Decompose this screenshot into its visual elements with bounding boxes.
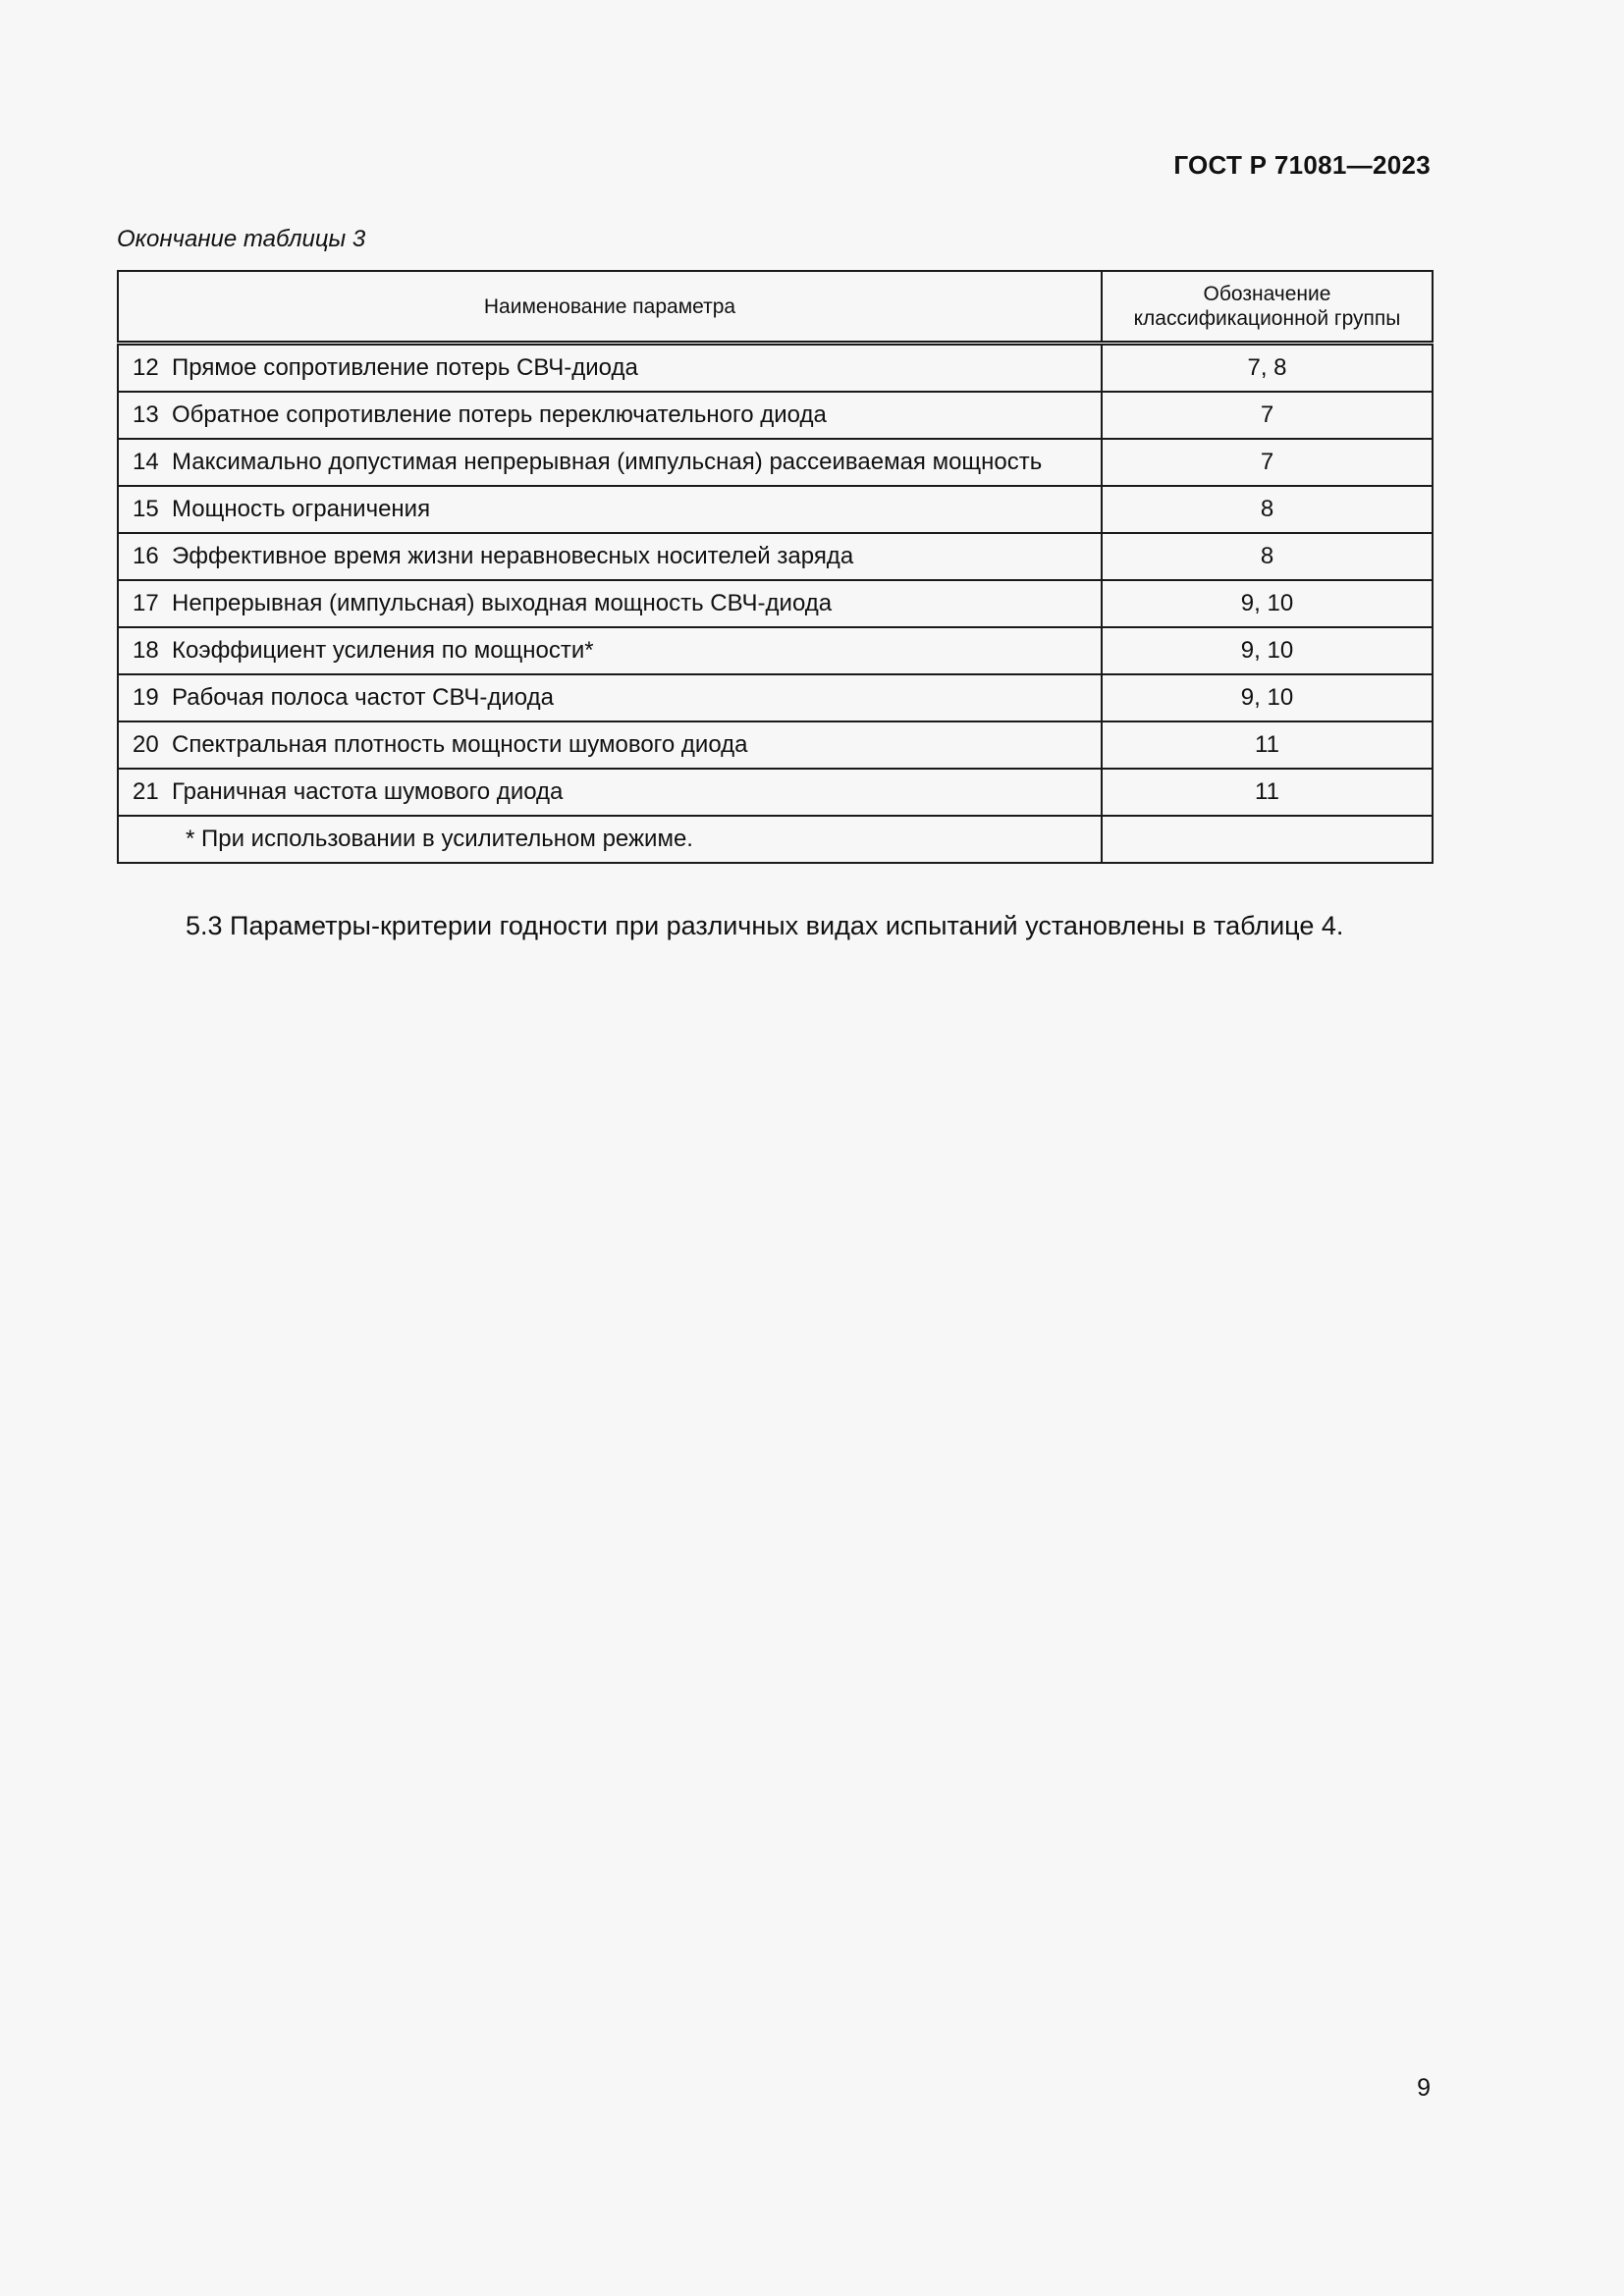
table-row — [118, 344, 1433, 393]
param-name: Обратное сопротивление потерь переключательного диода — [172, 401, 827, 428]
table-row — [118, 580, 1433, 627]
param-number: 19 — [133, 684, 159, 711]
param-number: 20 — [133, 731, 159, 758]
page-number: 9 — [1417, 2074, 1431, 2102]
column-header-name: Наименование параметра — [118, 271, 1102, 344]
param-number: 18 — [133, 637, 159, 664]
table-row — [118, 674, 1433, 721]
table-row — [118, 721, 1433, 769]
param-name: Непрерывная (импульсная) выходная мощность СВЧ-диода — [172, 590, 833, 616]
param-name-cell — [118, 344, 1102, 393]
param-name-cell — [118, 721, 1102, 769]
table-row — [118, 769, 1433, 816]
table-footnote-row — [118, 816, 1433, 863]
table-row — [118, 533, 1433, 580]
group-cell: 11 — [1102, 721, 1433, 769]
column-header-group-line2: классификационной группы — [1133, 307, 1401, 330]
param-name: Коэффициент усиления по мощности* — [172, 637, 594, 664]
table-row — [118, 486, 1433, 533]
param-name: Максимально допустимая непрерывная (импульсная) рассеиваемая мощность — [172, 449, 1043, 475]
table-row — [118, 392, 1433, 439]
param-name: Спектральная плотность мощности шумового диода — [172, 731, 748, 758]
group-cell: 9, 10 — [1102, 580, 1433, 627]
paragraph-5-3: 5.3 Параметры-критерии годности при различных видах испытаний установлены в таблице 4. — [186, 911, 1344, 940]
table-row — [118, 439, 1433, 486]
table-footnote: * При использовании в усилительном режиме. — [118, 816, 1102, 863]
group-cell: 9, 10 — [1102, 627, 1433, 674]
group-cell: 7 — [1102, 392, 1433, 439]
param-name-cell — [118, 580, 1102, 627]
param-number: 13 — [133, 401, 159, 428]
param-name-cell — [118, 769, 1102, 816]
column-header-group — [1102, 271, 1433, 344]
param-name: Граничная частота шумового диода — [172, 778, 564, 805]
table-header-row — [118, 271, 1433, 344]
param-number: 12 — [133, 354, 159, 381]
param-name-cell — [118, 486, 1102, 533]
group-cell: 11 — [1102, 769, 1433, 816]
column-header-group-line1: Обозначение — [1203, 283, 1331, 305]
param-name: Мощность ограничения — [172, 496, 431, 522]
parameters-table — [117, 270, 1434, 864]
param-name: Прямое сопротивление потерь СВЧ-диода — [172, 354, 638, 381]
group-cell: 7, 8 — [1102, 344, 1433, 393]
param-name-cell — [118, 533, 1102, 580]
param-name-cell — [118, 627, 1102, 674]
param-name-cell — [118, 674, 1102, 721]
param-name: Эффективное время жизни неравновесных носителей заряда — [172, 543, 854, 569]
param-name-cell — [118, 392, 1102, 439]
param-name: Рабочая полоса частот СВЧ-диода — [172, 684, 554, 711]
group-cell: 7 — [1102, 439, 1433, 486]
table-row — [118, 627, 1433, 674]
param-number: 16 — [133, 543, 159, 569]
table-caption: Окончание таблицы 3 — [117, 226, 366, 252]
param-number: 21 — [133, 778, 159, 805]
footnote-empty-cell — [1102, 816, 1433, 863]
standard-code: ГОСТ Р 71081—2023 — [1173, 150, 1431, 180]
group-cell: 8 — [1102, 533, 1433, 580]
param-number: 14 — [133, 449, 159, 475]
group-cell: 9, 10 — [1102, 674, 1433, 721]
param-name-cell — [118, 439, 1102, 486]
param-number: 17 — [133, 590, 159, 616]
group-cell: 8 — [1102, 486, 1433, 533]
param-number: 15 — [133, 496, 159, 522]
